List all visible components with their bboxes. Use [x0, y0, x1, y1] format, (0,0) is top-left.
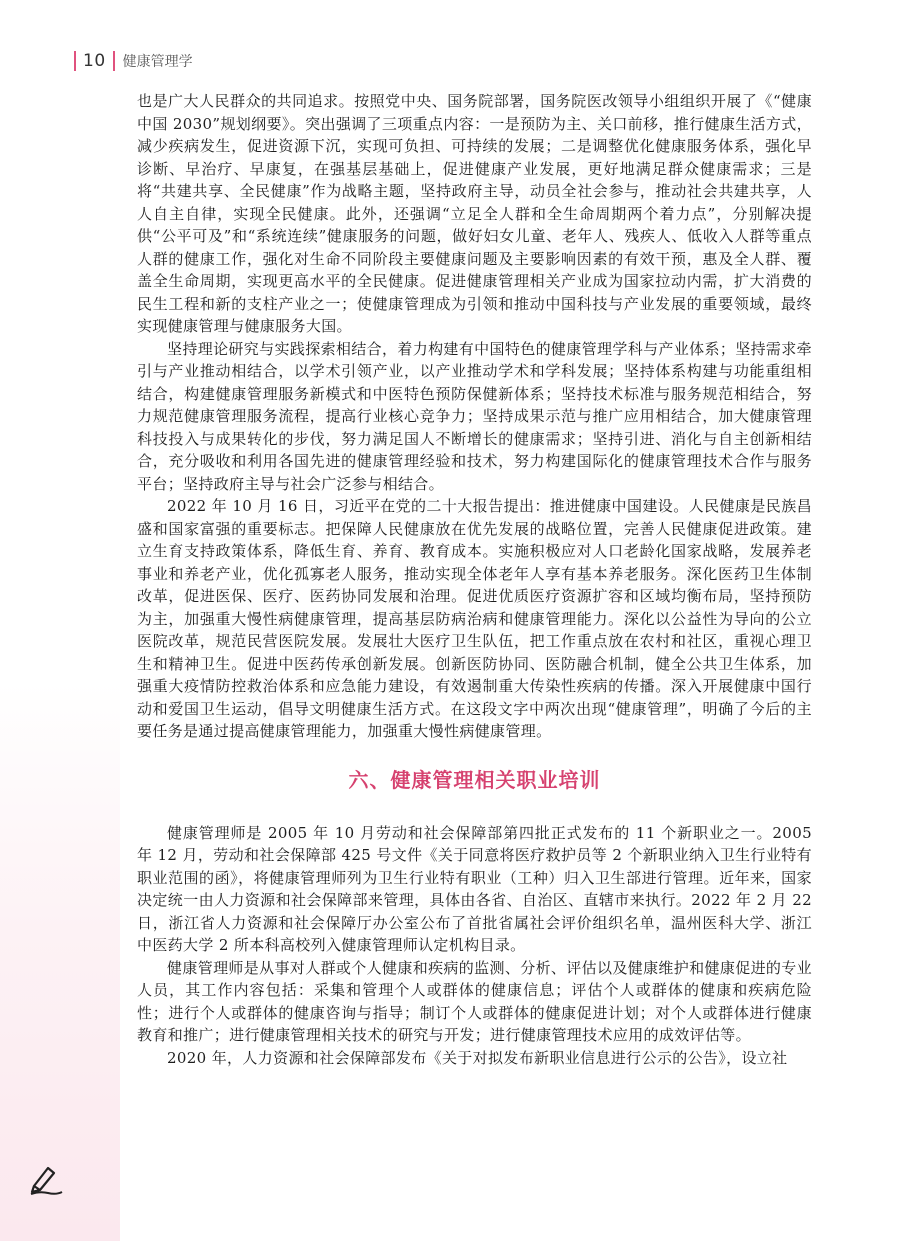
header-bar-left: [74, 51, 76, 71]
paragraph-5: 健康管理师是从事对人群或个人健康和疾病的监测、分析、评估以及健康维护和健康促进的专业人员，其工作内容包括：采集和管理个人或群体的健康信息；评估个人或群体的健康和疾病危险性；进行个人或群体的健康咨询与指导；制订个人或群体的健康促进计划；对个人或群体进行健康教育和推广；进行健康管理相关技术的研究与开发；进行健康管理技术应用的成效评估等。: [137, 958, 812, 1044]
page-number: 10: [83, 51, 106, 71]
left-margin-band: [0, 0, 120, 1241]
paragraph-4: 健康管理师是 2005 年 10 月劳动和社会保障部第四批正式发布的 11 个新职业之一。2005 年 12 月，劳动和社会保障部 425 号文件《关于同意将医疗救护员等 2 个新职业纳入卫生行业特有职业范围的函》，将健康管理师列为卫生行业特有职业（工种）归入卫生部进行管理。近年来，国家决定统一由人力资源和社会保障部来管理，具体由各省、自治区、直辖市来执行。2022 年 2 月 22 日，浙江省人力资源和社会保障厅办公室公布了首批省属社会评价组织名单，温州医科大学、浙江中医药大学 2 所本科高校列入健康管理师认定机构目录。: [137, 823, 812, 954]
page-header: [74, 48, 193, 74]
paragraph-6: 2020 年，人力资源和社会保障部发布《关于对拟发布新职业信息进行公示的公告》，设立社: [167, 1048, 788, 1067]
paragraph-3: 2022 年 10 月 16 日，习近平在党的二十大报告提出：推进健康中国建设。人民健康是民族昌盛和国家富强的重要标志。把保障人民健康放在优先发展的战略位置，完善人民健康促进政策。建立生育支持政策体系，降低生育、养育、教育成本。实施积极应对人口老龄化国家战略，发展养老事业和养老产业，优化孤寡老人服务，推动实现全体老年人享有基本养老服务。深化医药卫生体制改革，促进医保、医疗、医药协同发展和治理。促进优质医疗资源扩容和区域均衡布局，坚持预防为主，加强重大慢性病健康管理，提高基层防病治病和健康管理能力。深化以公益性为导向的公立医院改革，规范民营医院发展。发展壮大医疗卫生队伍，把工作重点放在农村和社区，重视心理卫生和精神卫生。促进中医药传承创新发展。创新医防协同、医防融合机制，健全公共卫生体系，加强重大疫情防控救治体系和应急能力建设，有效遏制重大传染性疾病的传播。深入开展健康中国行动和爱国卫生运动，倡导文明健康生活方式。在这段文字中两次出现“健康管理”，明确了今后的主要任务是通过提高健康管理能力，加强重大慢性病健康管理。: [137, 497, 812, 740]
page-body: [137, 90, 812, 1069]
paragraph-1: 也是广大人民群众的共同追求。按照党中央、国务院部署，国务院医改领导小组组织开展了《“健康中国 2030”规划纲要》。突出强调了三项重点内容：一是预防为主、关口前移，推行健康生活方式，减少疾病发生，促进资源下沉，实现可负担、可持续的发展；二是调整优化健康服务体系，强化早诊断、早治疗、早康复，在强基层基础上，促进健康产业发展，更好地满足群众健康需求；三是将“共建共享、全民健康”作为战略主题，坚持政府主导，动员全社会参与，推动社会共建共享，人人自主自律，实现全民健康。此外，还强调“立足全人群和全生命周期两个着力点”，分别解决提供“公平可及”和“系统连续”健康服务的问题，做好妇女儿童、老年人、残疾人、低收入人群等重点人群的健康工作，强化对生命不同阶段主要健康问题及主要影响因素的有效干预，惠及全人群、覆盖全生命周期，实现更高水平的全民健康。促进健康管理相关产业成为国家拉动内需，扩大消费的民生工程和新的支柱产业之一；使健康管理成为引领和推动中国科技与产业发展的重要领域，最终实现健康管理与健康服务大国。: [137, 92, 812, 335]
book-title: 健康管理学: [122, 54, 193, 70]
section-title: 六、健康管理相关职业培训: [348, 767, 601, 792]
header-bar-right: [113, 51, 115, 71]
paragraph-2: 坚持理论研究与实践探索相结合，着力构建有中国特色的健康管理学科与产业体系；坚持需求牵引与产业推动相结合，以学术引领产业，以产业推动学术和学科发展；坚持体系构建与功能重组相结合，构建健康管理服务新模式和中医特色预防保健新体系；坚持技术标准与服务规范相结合，努力规范健康管理服务流程，提高行业核心竞争力；坚持成果示范与推广应用相结合，加大健康管理科技投入与成果转化的步伐，努力满足国人不断增长的健康需求；坚持引进、消化与自主创新相结合，充分吸收和利用各国先进的健康管理经验和技术，努力构建国际化的健康管理技术合作与服务平台；坚持政府主导与社会广泛参与相结合。: [137, 339, 812, 493]
pen-writing-icon: [28, 1160, 64, 1196]
